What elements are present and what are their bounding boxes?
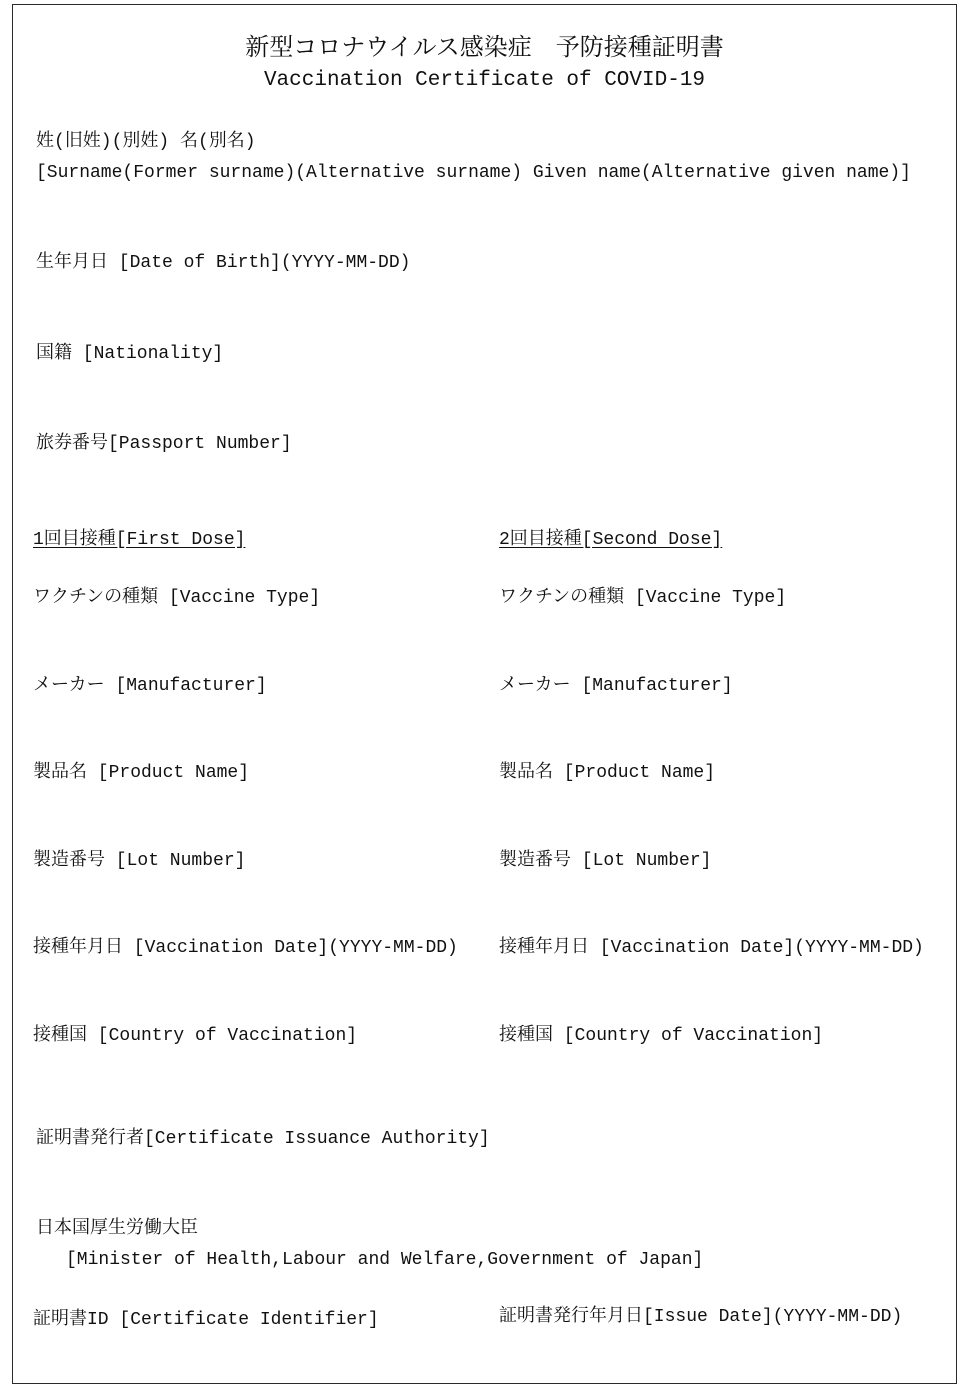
- first-dose-product-name-label: 製品名 [Product Name]: [33, 763, 250, 783]
- first-dose-vaccination-date-label: 接種年月日 [Vaccination Date](YYYY-MM-DD): [33, 938, 458, 958]
- certificate-id-label: 証明書ID [Certificate Identifier]: [33, 1310, 379, 1330]
- issue-date-label: 証明書発行年月日[Issue Date](YYYY-MM-DD): [499, 1307, 903, 1327]
- second-dose-country-label: 接種国 [Country of Vaccination]: [499, 1026, 824, 1046]
- second-dose-product-name-label: 製品名 [Product Name]: [499, 763, 716, 783]
- nationality-label: 国籍 [Nationality]: [36, 344, 224, 364]
- first-dose-lot-number-label: 製造番号 [Lot Number]: [33, 851, 246, 871]
- passport-number-label: 旅券番号[Passport Number]: [36, 434, 292, 454]
- issuer-label: 証明書発行者[Certificate Issuance Authority]: [36, 1129, 490, 1149]
- second-dose-vaccine-type-label: ワクチンの種類 [Vaccine Type]: [499, 588, 787, 608]
- second-dose-manufacturer-label: メーカー [Manufacturer]: [499, 676, 733, 696]
- first-dose-manufacturer-label: メーカー [Manufacturer]: [33, 676, 267, 696]
- name-label-en: [Surname(Former surname)(Alternative surname) Given name(Alternative given name)]: [36, 163, 911, 183]
- certificate-title-ja: 新型コロナウイルス感染症 予防接種証明書: [245, 36, 724, 63]
- issuer-name-en: [Minister of Health,Labour and Welfare,Government of Japan]: [66, 1250, 704, 1270]
- certificate-title-en: Vaccination Certificate of COVID-19: [263, 69, 706, 92]
- first-dose-country-label: 接種国 [Country of Vaccination]: [33, 1026, 358, 1046]
- second-dose-vaccination-date-label: 接種年月日 [Vaccination Date](YYYY-MM-DD): [499, 938, 924, 958]
- second-dose-header: 2回目接種[Second Dose]: [499, 530, 723, 550]
- date-of-birth-label: 生年月日 [Date of Birth](YYYY-MM-DD): [36, 253, 411, 273]
- first-dose-vaccine-type-label: ワクチンの種類 [Vaccine Type]: [33, 588, 321, 608]
- issuer-name-ja: 日本国厚生労働大臣: [36, 1219, 198, 1239]
- second-dose-lot-number-label: 製造番号 [Lot Number]: [499, 851, 712, 871]
- first-dose-header: 1回目接種[First Dose]: [33, 530, 246, 550]
- name-label-ja: 姓(旧姓)(別姓) 名(別名): [36, 132, 256, 152]
